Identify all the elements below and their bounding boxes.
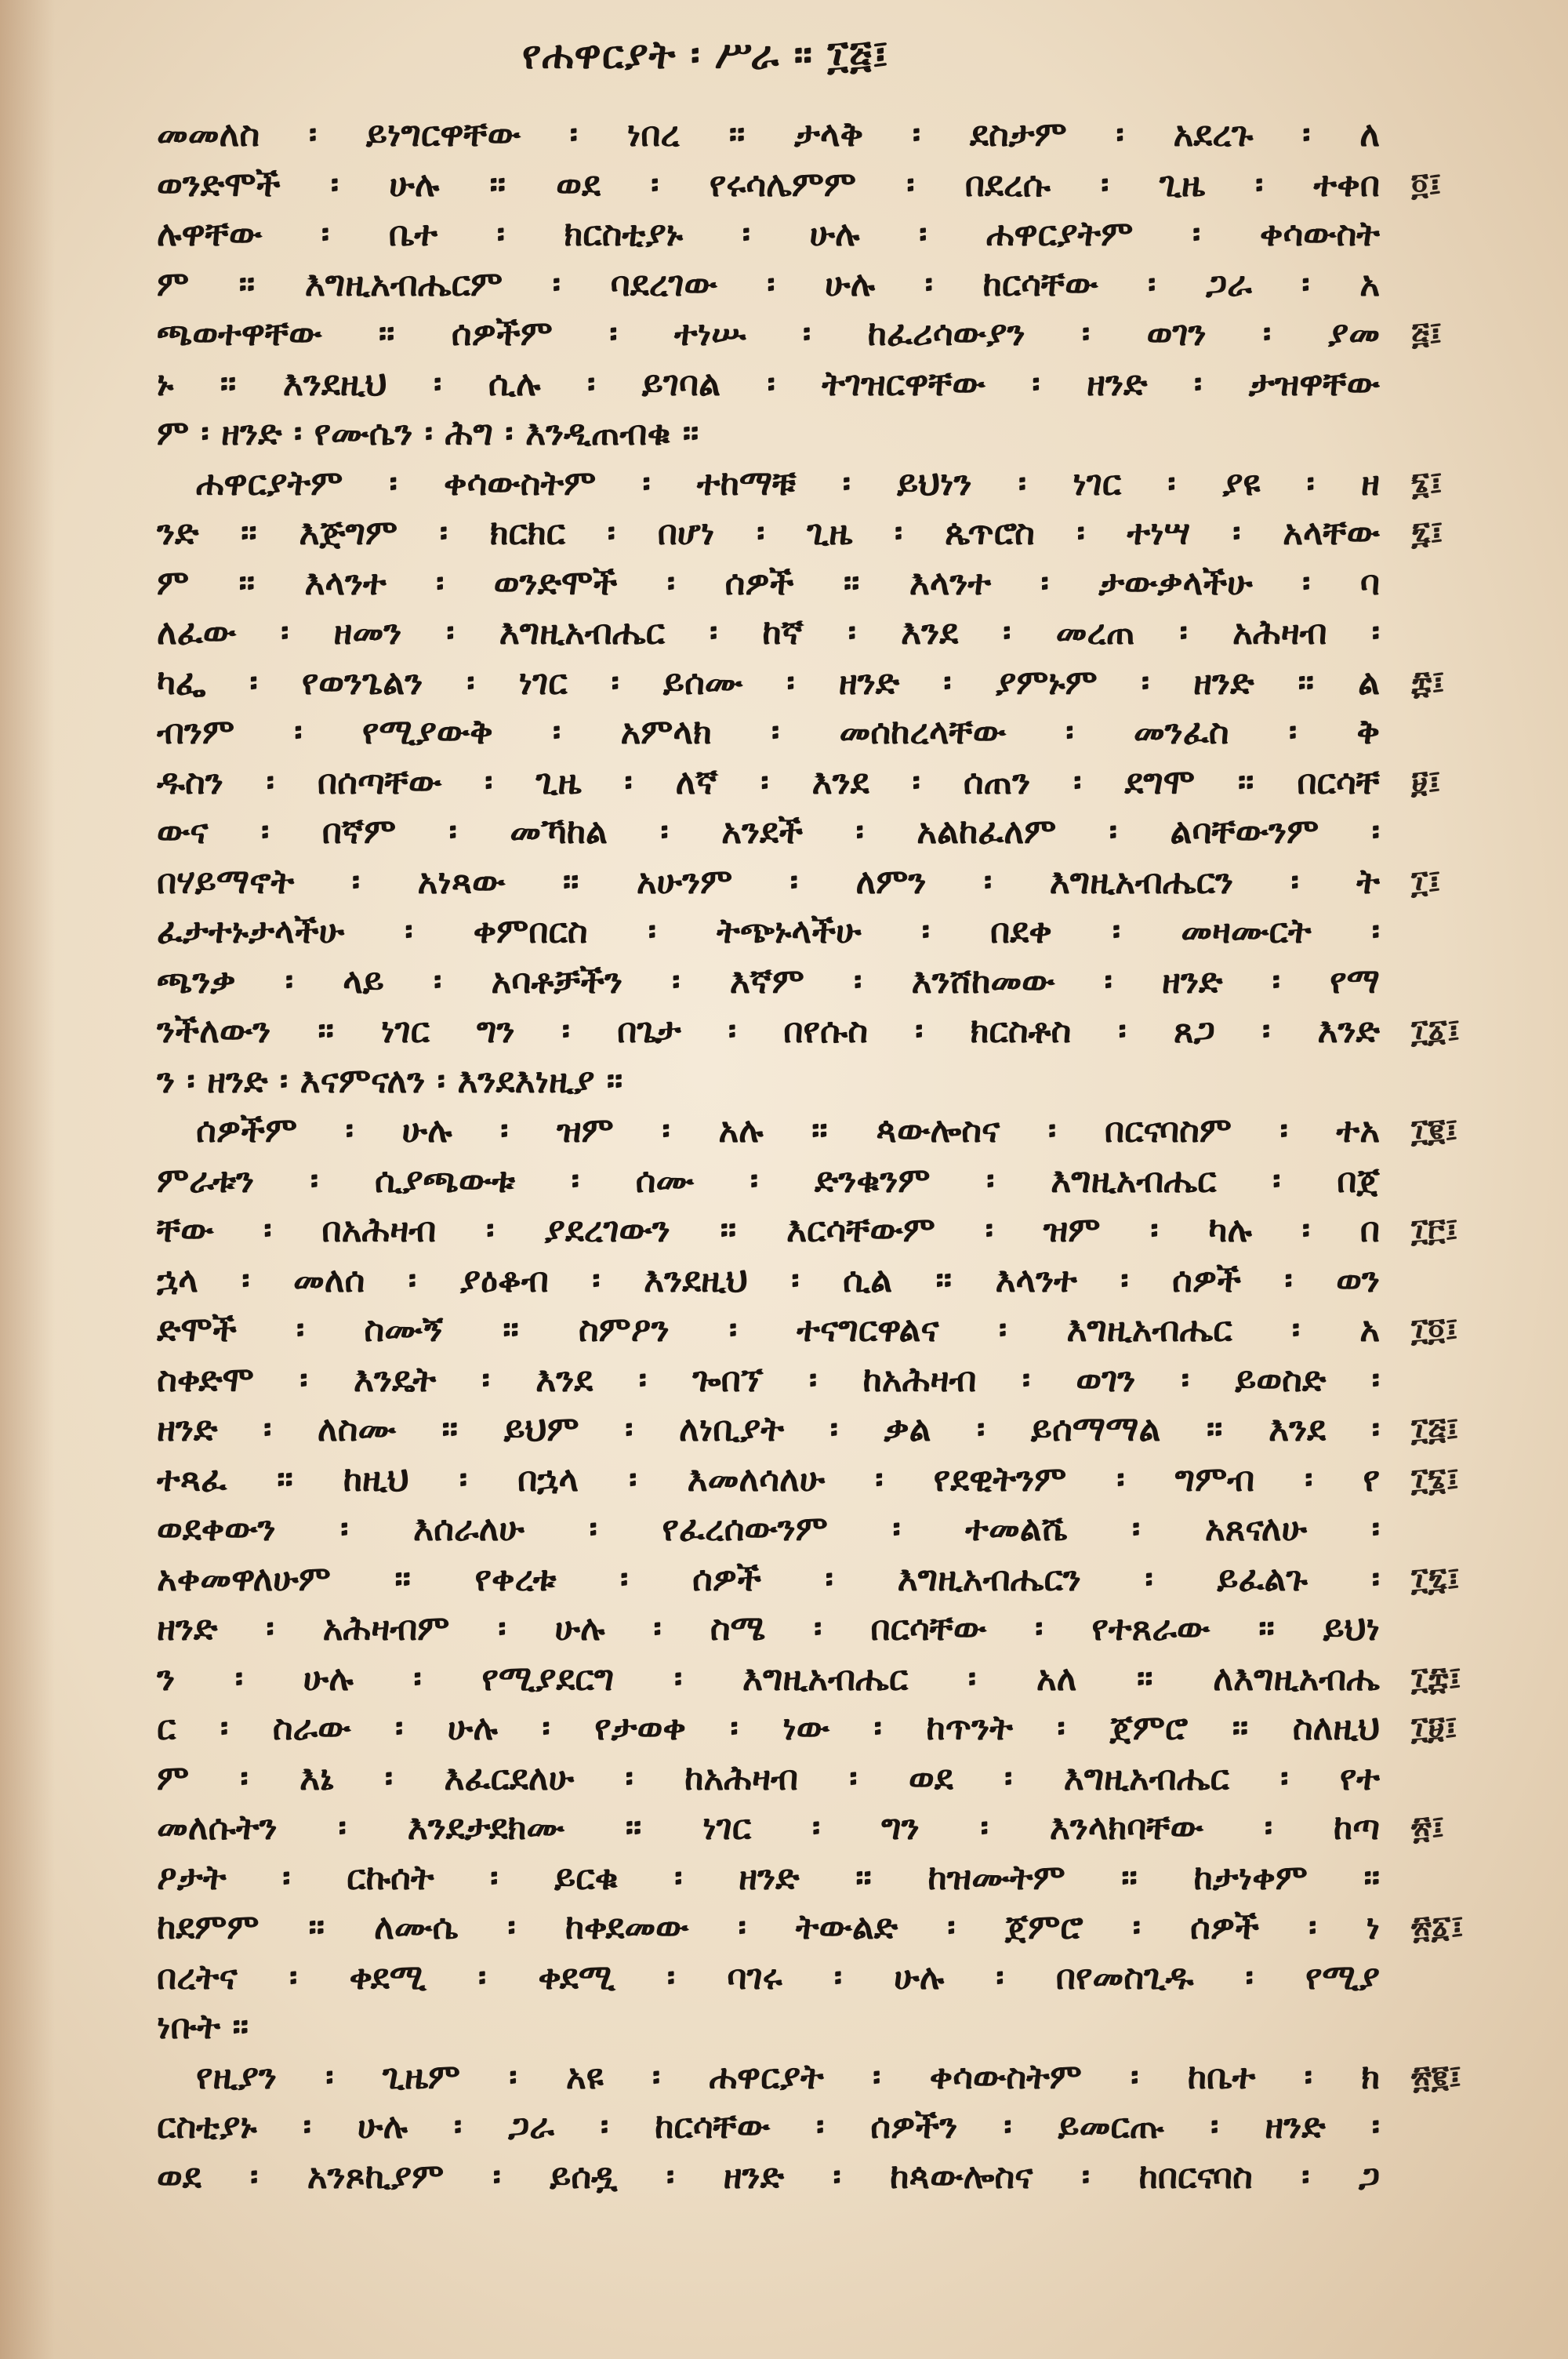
verse-number — [1411, 209, 1529, 260]
text-line: መመለስ ፡ ይነግርዋቸው ፡ ነበረ ። ታላቅ ፡ ደስታም ፡ አደረጉ ፡ ለ — [157, 114, 1380, 154]
text-line: ን ፡ ዘንድ ፡ እናምናለን ፡ እንደእነዚያ ። — [157, 1060, 623, 1101]
verse-number: ፳፤ — [1411, 1809, 1445, 1846]
text-line: ብንም ፡ የሚያውቅ ፡ አምላክ ፡ መሰከረላቸው ፡ መንፈስ ፡ ቅ — [157, 712, 1380, 752]
running-header: የሐዋርያት ፡ ሥራ ። ፲፭፤ — [521, 31, 890, 78]
text-line: በረትና ፡ ቀደሚ ፡ ቀደሚ ፡ ባገሩ ፡ ሁሉ ፡ በየመስጊዱ ፡ የሚያ — [157, 1957, 1380, 1997]
text-line: ፈታተኑታላችሁ ፡ ቀምበርስ ፡ ትጭኑላችሁ ፡ በደቀ ፡ መዛሙርት ፡ — [157, 911, 1380, 951]
text-line: ም ። እላንተ ፡ ወንድሞች ፡ ሰዎች ። እላንተ ፡ ታውቃላችሁ ፡ ባ — [157, 562, 1380, 603]
text-line: ም ፡ ዘንድ ፡ የሙሴን ፡ ሕግ ፡ እንዲጠብቁ ። — [157, 413, 699, 453]
verse-number — [1411, 2152, 1529, 2202]
verse-number — [1411, 1953, 1529, 2003]
text-line: ለፈው ፡ ዘመን ፡ እግዚአብሔር ፡ ከኛ ፡ እንደ ፡ መረጠ ፡ አሕዛብ ፡ — [157, 612, 1380, 652]
text-line: ዱስን ፡ በሰጣቸው ፡ ጊዜ ፡ ለኛ ፡ እንደ ፡ ሰጠን ፡ ደግሞ ። በርሳቸ — [157, 761, 1380, 802]
text-line: ተጻፈ ። ከዚህ ፡ በኋላ ፡ እመለሳለሁ ፡ የደዊትንም ፡ ግምብ ፡ የ — [157, 1459, 1380, 1499]
text-line: ኑ ። እንደዚህ ፡ ሲሉ ፡ ይገባል ፡ ትገዝርዋቸው ፡ ዘንድ ፡ ታዝዋቸው — [157, 363, 1380, 404]
text-line: ር ፡ ስራው ፡ ሁሉ ፡ የታወቀ ፡ ነው ፡ ከጥንት ፡ ጀምሮ ። ስለዚህ — [157, 1708, 1380, 1748]
text-line: ም ። እግዚአብሔርም ፡ ባደረገው ፡ ሁሉ ፡ ከርሳቸው ፡ ጋራ ፡ አ — [157, 264, 1380, 304]
text-line: ውና ፡ በኛም ፡ መኻከል ፡ አንደች ፡ አልከፈለም ፡ ልባቸውንም ፡ — [157, 812, 1380, 852]
verse-number: ፱፤ — [1411, 763, 1441, 801]
verse-number — [1411, 907, 1529, 957]
text-line: ንድ ። እጅግም ፡ ክርክር ፡ በሆነ ፡ ጊዜ ፡ ጴጥሮስ ፡ ተነሣ ፡ አላቸው — [157, 513, 1380, 553]
verse-number: ፲፱፤ — [1411, 1710, 1457, 1747]
verse-number — [1411, 110, 1529, 160]
verse-number — [1411, 2002, 1529, 2052]
verse-number — [1411, 707, 1529, 758]
text-line: ነቡት ። — [157, 2007, 249, 2047]
text-line: ርስቲያኑ ፡ ሁሉ ፡ ጋራ ፡ ከርሳቸው ፡ ሰዎችን ፡ ይመርጡ ፡ ዘንድ ፡ — [157, 2106, 1380, 2146]
text-line: አቀመዋለሁም ። የቀረቱ ፡ ሰዎች ፡ እግዚአብሔርን ፡ ይፈልጉ ፡ — [157, 1558, 1380, 1599]
text-line: ኋላ ፡ መለሰ ፡ ያዕቆብ ፡ እንደዚህ ፡ ሲል ። እላንተ ፡ ሰዎች ፡ ወን — [157, 1259, 1380, 1300]
verse-number: ፲፤ — [1411, 863, 1441, 900]
verse-number — [1411, 359, 1529, 409]
text-line: ሉዋቸው ፡ ቤተ ፡ ክርስቲያኑ ፡ ሁሉ ፡ ሐዋርያትም ፡ ቀሳውስት — [157, 214, 1380, 254]
text-line: ዖታት ፡ ርኩሰት ፡ ይርቁ ፡ ዘንድ ። ከዝሙትም ። ከታነቀም ። — [157, 1857, 1380, 1898]
text-line: ሰዎችም ፡ ሁሉ ፡ ዝም ፡ አሉ ። ጳውሎስና ፡ በርናባስም ፡ ተአ — [196, 1110, 1380, 1150]
verse-number: ፲፮፤ — [1411, 1460, 1459, 1498]
verse-number: ፲፫፤ — [1411, 1212, 1458, 1249]
verse-number: ፬፤ — [1411, 165, 1442, 203]
text-line: ም ፡ እኔ ፡ እፈርደለሁ ፡ ከአሕዛብ ፡ ወደ ፡ እግዚአብሔር ፡ የተ — [157, 1757, 1380, 1798]
verse-number — [1411, 957, 1529, 1007]
verse-number — [1411, 1604, 1529, 1654]
text-line: ወደ ፡ አንጾኪያም ፡ ይሰዷ ፡ ዘንድ ፡ ከጳውሎስና ፡ ከበርናባስ ፡ ጋ — [157, 2156, 1380, 2197]
text-line: ዘንድ ፡ አሕዛብም ፡ ሁሉ ፡ ስሜ ፡ በርሳቸው ፡ የተጸራው ። ይህነ — [157, 1608, 1380, 1648]
verse-number — [1411, 2102, 1529, 2152]
verse-number: ፲፪፤ — [1411, 1112, 1458, 1149]
verse-number — [1411, 260, 1529, 310]
text-line: ሐዋርያትም ፡ ቀሳውስትም ፡ ተከማቹ ፡ ይህነን ፡ ነገር ፡ ያዩ ፡ ዘ — [196, 463, 1380, 503]
text-line: ቸው ፡ በአሕዛብ ፡ ያደረገውን ። እርሳቸውም ፡ ዝም ፡ ካሉ ፡ በ — [157, 1210, 1380, 1250]
page-gutter-shadow — [0, 0, 55, 2359]
text-line: ጫንቃ ፡ ላይ ፡ አባቶቻችን ፡ እኛም ፡ እንሸከመው ፡ ዘንድ ፡ የማ — [157, 961, 1380, 1001]
text-line: ንችለውን ። ነገር ግን ፡ በጌታ ፡ በየሱስ ፡ ክርስቶስ ፡ ጸጋ ፡ እንድ — [157, 1011, 1380, 1051]
body-text — [157, 110, 1380, 2201]
verse-number — [1411, 1156, 1529, 1206]
verse-number — [1411, 409, 1529, 459]
text-line: ወደቀውን ፡ እሰራለሁ ፡ የፈረሰውንም ፡ ተመልሼ ፡ አጸናለሁ ፡ — [157, 1509, 1380, 1549]
verse-number: ፭፤ — [1411, 315, 1443, 352]
verse-number — [1411, 1355, 1529, 1405]
verse-number: ፳፩፤ — [1411, 1909, 1464, 1946]
text-line: ን ፡ ሁሉ ፡ የሚያደርግ ፡ እግዚአብሔር ፡ አለ ። ለእግዚአብሔ — [157, 1658, 1380, 1699]
verse-number: ፲፭፤ — [1411, 1411, 1459, 1448]
text-line: መለሱትን ፡ እንደታደክሙ ። ነገር ፡ ግን ፡ እንላክባቸው ፡ ከጣ — [157, 1808, 1380, 1848]
text-line: በሃይማኖት ፡ አነጻው ። አሁንም ፡ ለምን ፡ እግዚአብሔርን ፡ ት — [157, 861, 1380, 902]
verse-number — [1411, 1256, 1529, 1306]
text-line: ካፌ ፡ የወንጌልን ፡ ነገር ፡ ይሰሙ ፡ ዘንድ ፡ ያምኑም ፡ ዘንድ ። ል — [157, 662, 1380, 703]
text-line: ምራቱን ፡ ሲያጫውቱ ፡ ሰሙ ፡ ድንቁንም ፡ እግዚአብሔር ፡ በጀ — [157, 1160, 1380, 1201]
verse-number — [1411, 1056, 1529, 1107]
text-line: ከደምም ። ለሙሴ ፡ ከቀደመው ፡ ትውልድ ፡ ጀምሮ ፡ ሰዎች ፡ ነ — [157, 1907, 1380, 1947]
verse-number — [1411, 807, 1529, 857]
verse-number: ፲፯፤ — [1411, 1560, 1460, 1598]
text-line: የዚያን ፡ ጊዜም ፡ አዩ ፡ ሐዋርያት ፡ ቀሳውስትም ፡ ከቤተ ፡ ክ — [196, 2056, 1380, 2097]
text-line: ድሞች ፡ ስሙኝ ። ስምዖን ፡ ተናግርዋልና ፡ እግዚአብሔር ፡ አ — [157, 1310, 1380, 1350]
verse-number-column — [1411, 110, 1529, 2201]
text-line: ዘንድ ፡ ለስሙ ። ይህም ፡ ለነቢያት ፡ ቃል ፡ ይሰማማል ። እንደ ፡ — [157, 1409, 1380, 1449]
verse-number: ፲፩፤ — [1411, 1012, 1461, 1049]
text-line: ወንድሞች ፡ ሁሉ ። ወደ ፡ የሩሳሌምም ፡ በደረሱ ፡ ጊዜ ፡ ተቀበ — [157, 164, 1380, 205]
verse-number: ፲፰፤ — [1411, 1659, 1461, 1697]
verse-number — [1411, 558, 1529, 609]
verse-number — [1411, 608, 1529, 658]
text-line: ጫወተዋቸው ። ሰዎችም ፡ ተነሡ ፡ ከፈሪሳውያን ፡ ወገን ፡ ያመ — [157, 314, 1380, 354]
verse-number: ፮፤ — [1411, 464, 1443, 502]
verse-number: ፰፤ — [1411, 663, 1445, 701]
verse-number — [1411, 1754, 1529, 1804]
verse-number — [1411, 1853, 1529, 1903]
text-line: ስቀድሞ ፡ እንዴት ፡ እንደ ፡ ጐበኘ ፡ ከአሕዛብ ፡ ወገን ፡ ይወስድ ፡ — [157, 1359, 1380, 1400]
verse-number — [1411, 1504, 1529, 1554]
verse-number: ፳፪፤ — [1411, 2058, 1462, 2095]
verse-number: ፯፤ — [1411, 514, 1443, 551]
verse-number: ፲፬፤ — [1411, 1311, 1458, 1348]
